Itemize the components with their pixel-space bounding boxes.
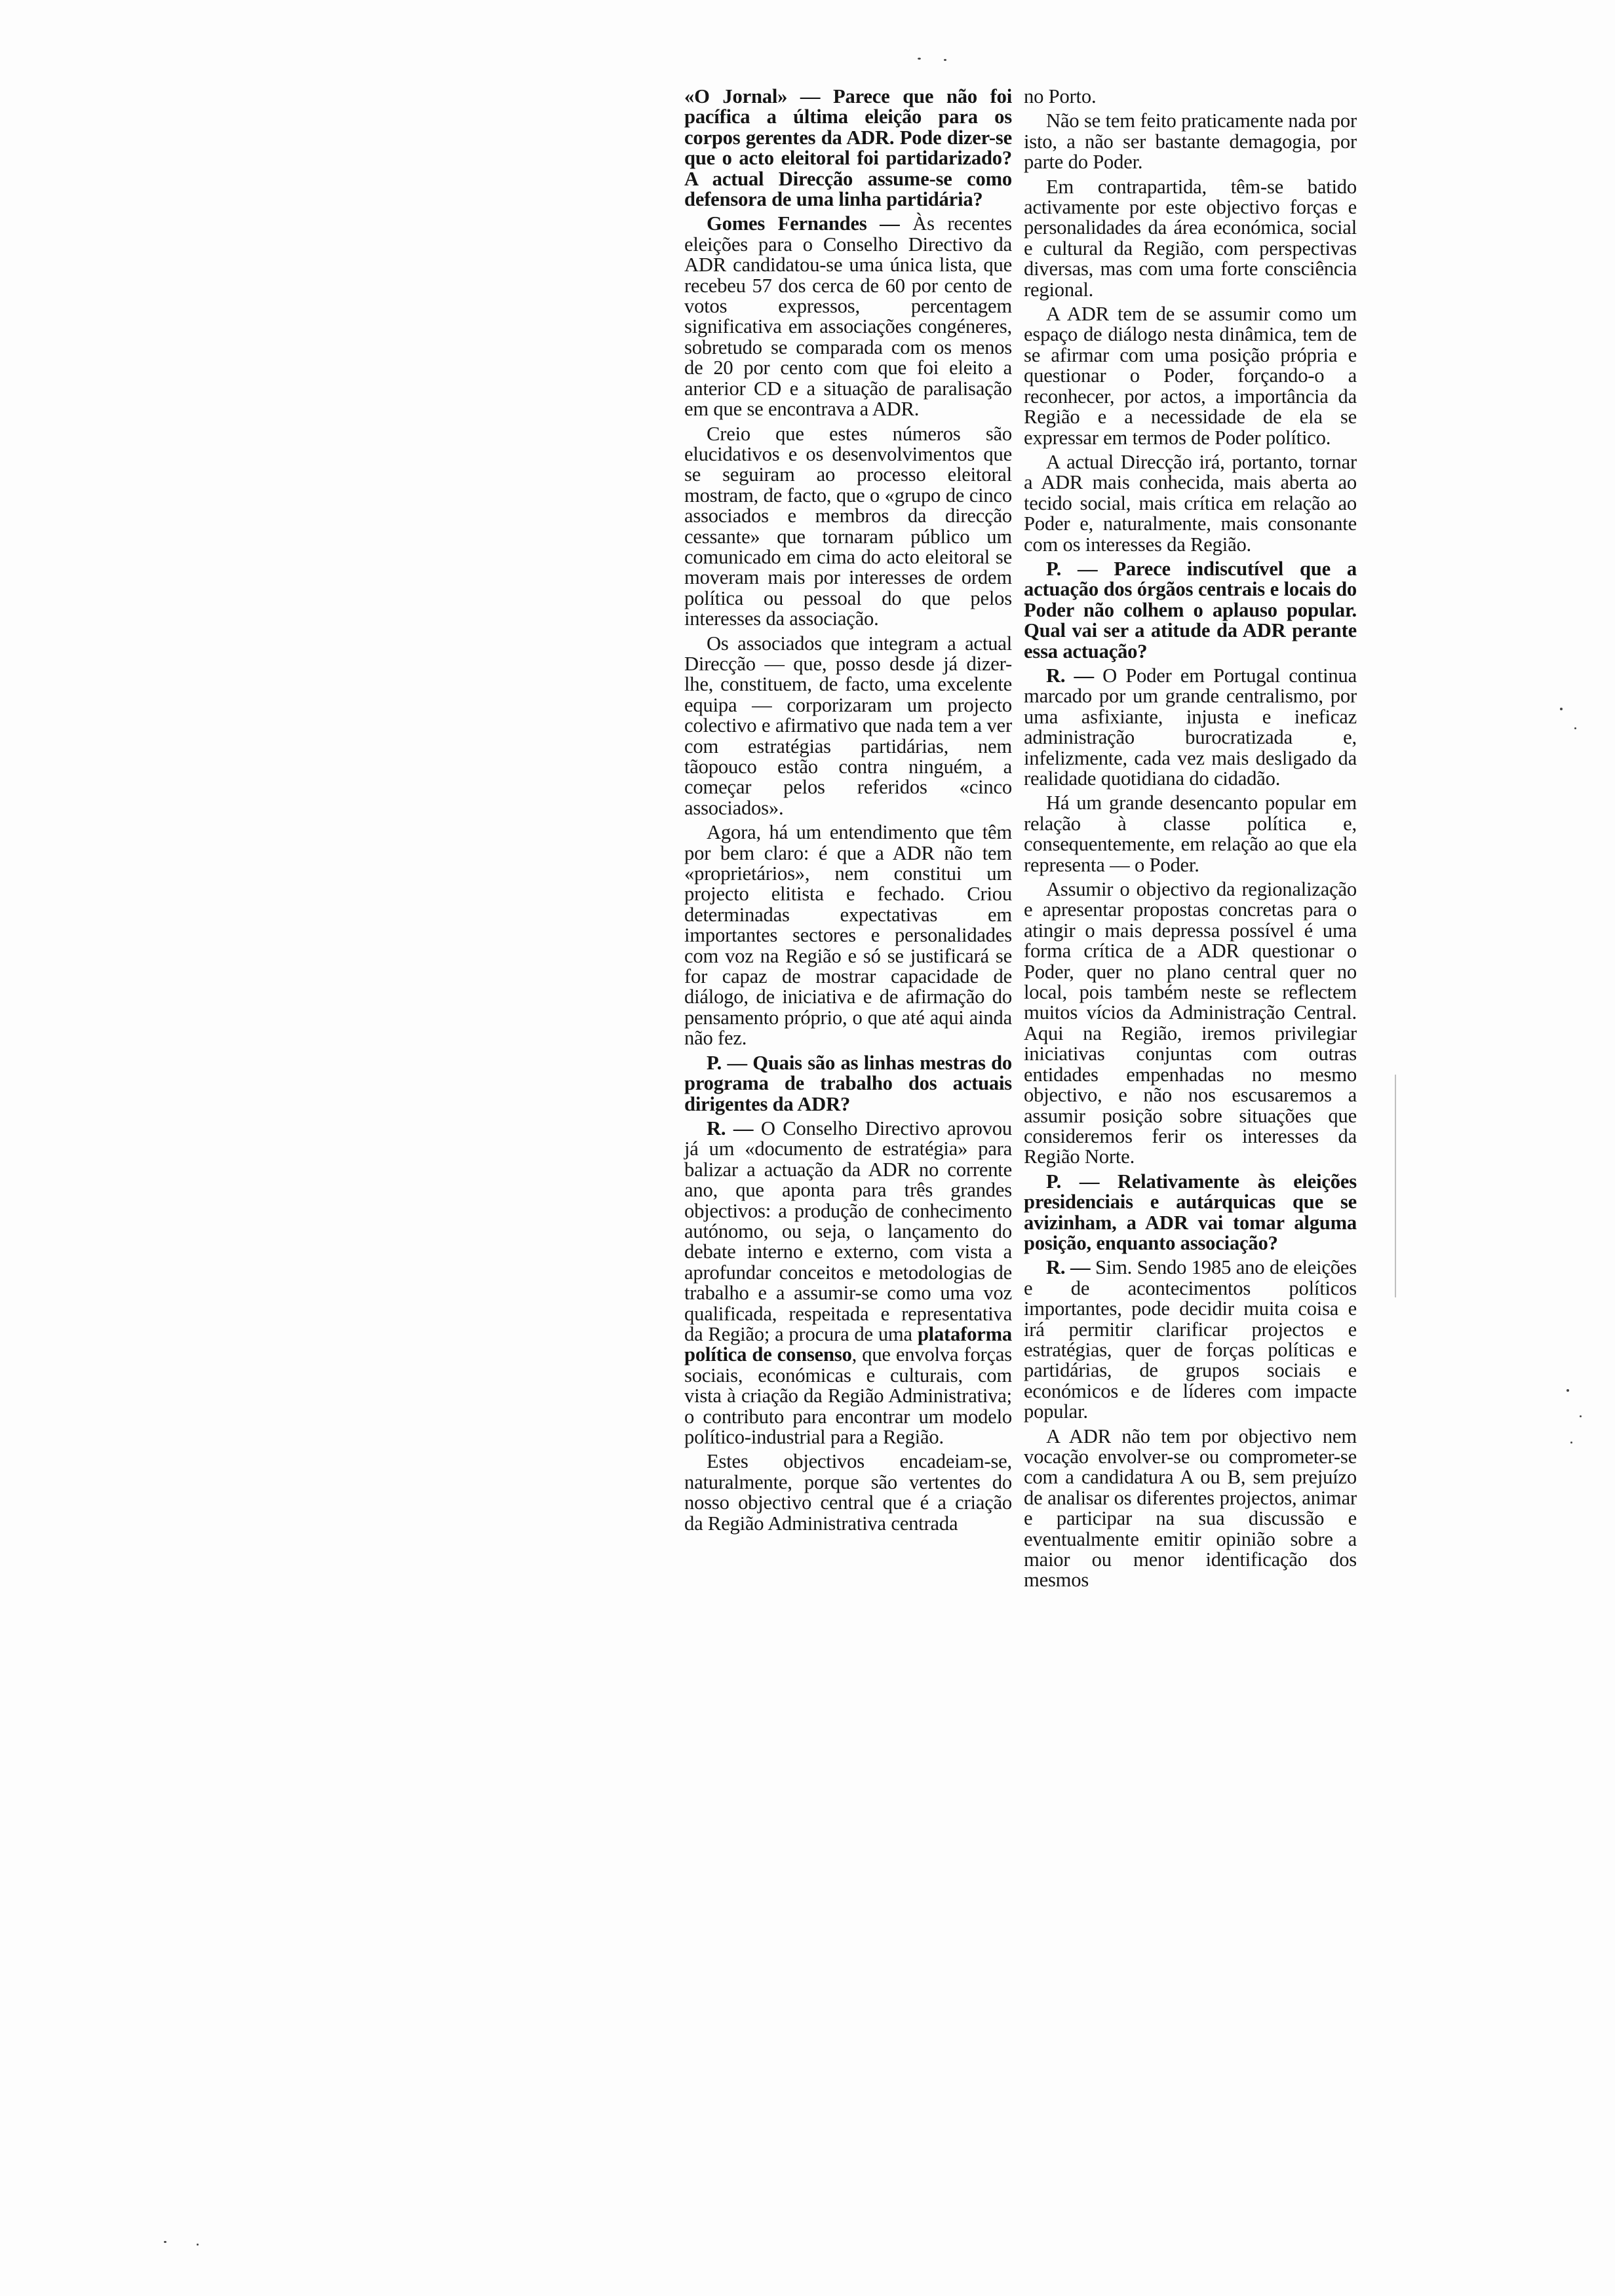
- paragraph: [1024, 1257, 1357, 1422]
- paragraph: [684, 424, 1012, 630]
- answer-text: A ADR não tem por objectivo nem vocação envolver-se ou comprometer-se com a candidatura A ou B, sem prejuízo de analisar os diferentes projectos, animar e participar na sua discussão e eventualmente emitir opinião sobre a maior ou menor identificação dos mesmos: [1024, 1425, 1357, 1592]
- paragraph: [1024, 177, 1357, 300]
- paragraph: [1024, 304, 1357, 448]
- paragraph: [684, 822, 1012, 1048]
- paragraph: [1024, 452, 1357, 555]
- answer-text: , que envolva forças sociais, económicas e culturais, com vista à criação da Região Administrativa; o contributo para encontrar um modelo político-industrial para a Região.: [684, 1343, 1012, 1448]
- scan-speck: [1570, 1442, 1572, 1444]
- paragraph: [684, 1053, 1012, 1115]
- answer-text: Em contrapartida, têm-se batido activamente por este objectivo forças e personalidades da área económica, social e cultural da Região, com perspectivas diversas, mas com uma forte consciência regional.: [1024, 175, 1357, 301]
- answer-text: Agora, há um entendimento que têm por bem claro: é que a ADR não tem «proprietários», nem constitui um projecto elitista e fechado. Criou determinadas expectativas em importantes sectores e personalidades com voz na Região e só se justificará se for capaz de mostrar capacidade de diálogo, de iniciativa e de afirmação do pensamento próprio, o que até aqui ainda não fez.: [684, 821, 1012, 1050]
- inline-bold-text: plataforma política de consenso: [684, 1322, 1012, 1366]
- scan-speck: [1580, 1415, 1582, 1417]
- question-text: P. — Relativamente às eleições presidenciais e autárquicas que se avizinham, a ADR vai tomar alguma posição, enquanto associação?: [1024, 1170, 1357, 1254]
- answer-text: Os associados que integram a actual Direcção — que, posso desde já dizer-lhe, constituem, de facto, uma excelente equipa — corporizaram um projecto colectivo e afirmativo que nada tem a ver com estratégias partidárias, nem tãopouco estão contra ninguém, a começar pelos referidos «cinco associados».: [684, 632, 1012, 819]
- speaker-label: R. —: [1046, 1256, 1091, 1279]
- paragraph: [684, 634, 1012, 819]
- speaker-label: R. —: [707, 1117, 754, 1139]
- paragraph: [1024, 559, 1357, 662]
- speaker-label: Gomes Fernandes —: [707, 212, 900, 235]
- scan-speck: [197, 2244, 199, 2246]
- answer-text: Creio que estes números são elucidativos e os desenvolvimentos que se seguiram ao processo eleitoral mostram, de facto, que o «grupo de cinco associados e membros da direcção cessante» que tornaram público um comunicado em cima do acto eleitoral se moveram mais por interesses de ordem política ou pessoal do que pelos interesses da associação.: [684, 422, 1012, 630]
- scan-speck: [1574, 727, 1576, 729]
- paragraph: [1024, 111, 1357, 172]
- question-text: P. — Parece indiscutível que a actuação dos órgãos centrais e locais do Poder não colhem o aplauso popular. Qual vai ser a atitude da ADR perante essa actuação?: [1024, 557, 1357, 662]
- paragraph: [684, 1451, 1012, 1534]
- paragraph: [684, 86, 1012, 210]
- article-column-2: [1024, 86, 1357, 1595]
- paragraph: [684, 214, 1012, 419]
- answer-text: A ADR tem de se assumir como um espaço de diálogo nesta dinâmica, tem de se afirmar com uma posição própria e questionar o Poder, forçando-o a reconhecer, por actos, a importância da Região e a necessidade de ela se expressar em termos de Poder político.: [1024, 303, 1357, 449]
- answer-text: Sim. Sendo 1985 ano de eleições e de acontecimentos políticos importantes, pode decidir muita coisa e irá permitir clarificar projectos e estratégias, quer de forças políticas e partidárias, de grupos sociais e económicos e de líderes com impacte popular.: [1024, 1256, 1357, 1423]
- answer-text: A actual Direcção irá, portanto, tornar a ADR mais conhecida, mais aberta ao tecido social, mais crítica em relação ao Poder e, naturalmente, mais consonante com os interesses da Região.: [1024, 450, 1357, 556]
- answer-text: O Poder em Portugal continua marcado por um grande centralismo, por uma asfixiante, injusta e ineficaz administração burocratizada e, infelizmente, cada vez mais desligado da realidade quotidiana do cidadão.: [1024, 664, 1357, 790]
- answer-text: Há um grande desencanto popular em relação à classe política e, consequentemente, em relação ao que ela representa — o Poder.: [1024, 792, 1357, 876]
- answer-text: Estes objectivos encadeiam-se, naturalmente, porque são vertentes do nosso objectivo central que é a criação da Região Administrativa centrada: [684, 1450, 1012, 1535]
- answer-text: Às recentes eleições para o Conselho Directivo da ADR candidatou-se uma única lista, que recebeu 57 dos cerca de 60 por cento de votos expressos, percentagem significativa em associações congéneres, sobretudo se comparada com os menos de 20 por cento com que foi eleito a anterior CD e a situação de paralisação em que se encontrava a ADR.: [684, 212, 1012, 421]
- scan-speck: [164, 2241, 166, 2243]
- scan-edge-line: [1395, 1075, 1396, 1297]
- paragraph: [684, 1119, 1012, 1448]
- paragraph: [1024, 879, 1357, 1168]
- scan-speck: [1560, 708, 1563, 710]
- scan-speck: [918, 58, 921, 60]
- paragraph: [1024, 793, 1357, 875]
- paragraph: [1024, 86, 1357, 107]
- scan-speck: [944, 59, 946, 61]
- answer-text: Não se tem feito praticamente nada por isto, a não ser bastante demagogia, por parte do Poder.: [1024, 109, 1357, 174]
- speaker-label: R. —: [1046, 664, 1094, 687]
- scan-speck: [1566, 1389, 1569, 1392]
- paragraph: [1024, 1172, 1357, 1254]
- answer-text: no Porto.: [1024, 85, 1097, 107]
- answer-text: O Conselho Directivo aprovou já um «documento de estratégia» para balizar a actuação da ADR no corrente ano, que aponta para três grandes objectivos: a produção de conhecimento autónomo, ou seja, o lançamento do debate interno e externo, com vista a aprofundar conceitos e metodologias de trabalho e a assumir-se como uma voz qualificada, respeitada e representativa da Região; a procura de uma: [684, 1117, 1012, 1345]
- paragraph: [1024, 1426, 1357, 1591]
- answer-text: Assumir o objectivo da regionalização e apresentar propostas concretas para o atingir o mais depressa possível é uma forma crítica de a ADR questionar o Poder, quer no plano central quer no local, pois também neste se reflectem muitos vícios da Administração Central. Aqui na Região, iremos privilegiar iniciativas conjuntas com outras entidades empenhadas no mesmo objectivo, e não nos escusaremos a assumir posição sobre situações que consideremos ferir os interesses da Região Norte.: [1024, 878, 1357, 1168]
- question-text: «O Jornal» — Parece que não foi pacífica a última eleição para os corpos gerentes da ADR. Pode dizer-se que o acto eleitoral foi partidarizado? A actual Direcção assume-se como defensora de uma linha partidária?: [684, 85, 1012, 211]
- question-text: P. — Quais são as linhas mestras do programa de trabalho dos actuais dirigentes da ADR?: [684, 1051, 1012, 1115]
- paragraph: [1024, 666, 1357, 789]
- article-column-1: [684, 86, 1012, 1538]
